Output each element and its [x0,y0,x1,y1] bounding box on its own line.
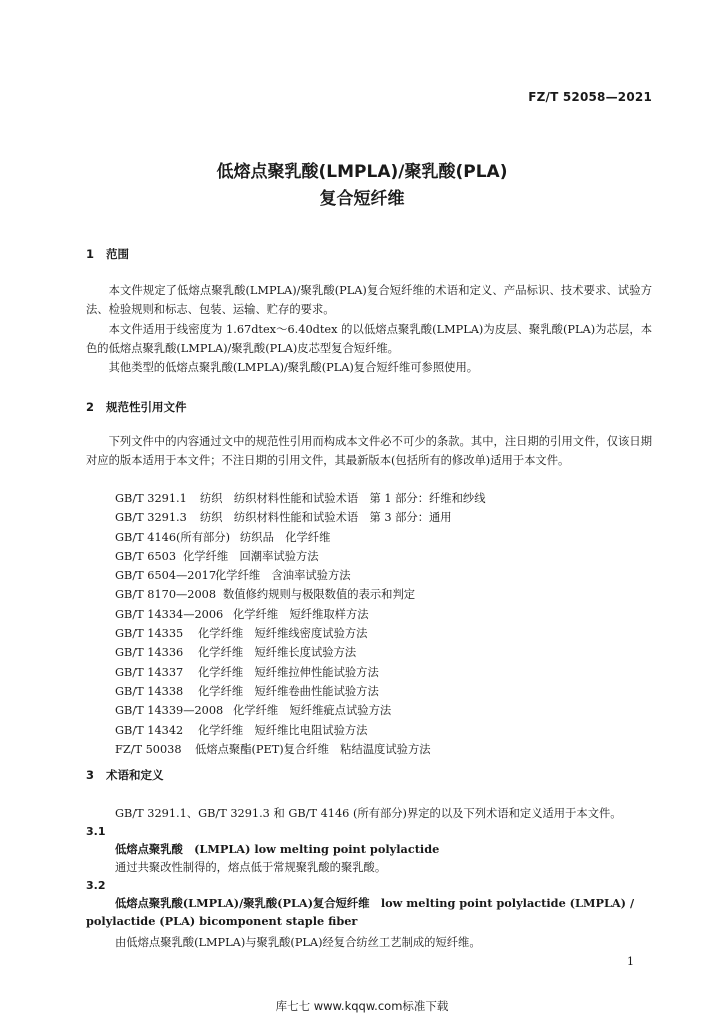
reference-item [115,566,486,585]
reference-code: GB/T 14342 [115,723,184,737]
reference-title: 低熔点聚酯(PET)复合纤维 粘结温度试验方法 [195,742,431,756]
section-2-heading [86,399,187,415]
reference-title: 数值修约规则与极限数值的表示和判定 [223,588,416,602]
term-name: 低熔点聚乳酸 (LMPLA) low melting point polylactide [115,842,440,856]
section-number: 2 [86,400,95,414]
reference-item [115,721,486,740]
reference-title: 化学纤维 含油率试验方法 [215,569,351,583]
references-intro: 下列文件中的内容通过文中的规范性引用而构成本文件必不可少的条款。其中，注日期的引用文件，仅该日期对应的版本适用于本文件；不注日期的引用文件，其最新版本(包括所有的修改单)适用于本文件。 [86,435,652,468]
term-number: 3.2 [86,879,106,892]
reference-item [115,643,486,662]
reference-code: GB/T 14339—2008 [115,704,224,718]
document-title-line2: 复合短纤维 [319,189,405,209]
reference-code: GB/T 14334—2006 [115,607,224,621]
reference-item [115,547,486,566]
reference-list [115,489,486,759]
reference-item [115,682,486,701]
reference-item [115,701,486,720]
reference-code: GB/T 8170—2008 [115,588,217,602]
term-name-continued: polylactide (PLA) bicomponent staple fiber [86,914,358,928]
scope-paragraph-1: 本文件规定了低熔点聚乳酸(LMPLA)/聚乳酸(PLA)复合短纤维的术语和定义、产品标识、技术要求、试验方法、检验规则和标志、包装、运输、贮存的要求。 [86,284,652,317]
section-title: 规范性引用文件 [106,400,187,414]
page-number: 1 [627,955,634,968]
reference-item [115,624,486,643]
reference-item [115,663,486,682]
term-definition: 由低熔点聚乳酸(LMPLA)与聚乳酸(PLA)经复合纺丝工艺制成的短纤维。 [115,936,481,949]
terms-intro: GB/T 3291.1、GB/T 3291.3 和 GB/T 4146 (所有部分)界定的以及下列术语和定义适用于本文件。 [115,807,622,820]
term-name: 低熔点聚乳酸(LMPLA)/聚乳酸(PLA)复合短纤维 low melting point polylactide (LMPLA) / [115,896,635,910]
reference-title: 化学纤维 回潮率试验方法 [183,549,319,563]
section-title: 范围 [106,247,129,261]
reference-code: GB/T 14336 [115,646,184,660]
reference-title: 纺织 纺织材料性能和试验术语 第 3 部分：通用 [200,511,452,525]
reference-code: GB/T 6503 [115,549,177,563]
section-1-heading [86,246,129,262]
reference-title: 纺织 纺织材料性能和试验术语 第 1 部分：纤维和纱线 [200,492,486,505]
scope-paragraph-2: 本文件适用于线密度为 1.67dtex～6.40dtex 的以低熔点聚乳酸(LMPLA)为皮层、聚乳酸(PLA)为芯层，本色的低熔点聚乳酸(LMPLA)/聚乳酸(PLA)皮芯型复合短纤维。 [86,323,652,356]
reference-title: 化学纤维 短纤维长度试验方法 [198,646,357,660]
reference-title: 化学纤维 短纤维拉伸性能试验方法 [198,665,379,679]
term-number: 3.1 [86,825,106,838]
reference-title: 化学纤维 短纤维取样方法 [233,607,369,621]
reference-item [115,528,486,547]
reference-title: 化学纤维 短纤维比电阻试验方法 [198,723,368,737]
section-number: 3 [86,768,95,782]
reference-title: 化学纤维 短纤维疵点试验方法 [233,704,392,718]
reference-item [115,508,486,527]
reference-code: GB/T 4146(所有部分) [115,530,231,544]
reference-code: GB/T 14335 [115,627,184,641]
standard-code: FZ/T 52058—2021 [528,90,652,104]
reference-item [115,740,486,759]
term-definition: 通过共聚改性制得的，熔点低于常规聚乳酸的聚乳酸。 [115,861,387,874]
reference-code: GB/T 14338 [115,684,184,698]
section-3-heading [86,767,164,783]
footer-watermark: 库七七 www.kqqw.com标准下载 [275,999,449,1013]
reference-title: 化学纤维 短纤维卷曲性能试验方法 [198,684,379,698]
section-number: 1 [86,247,95,261]
reference-title: 化学纤维 短纤维线密度试验方法 [198,627,368,641]
reference-code: GB/T 6504—2017 [115,569,217,583]
reference-item [115,489,486,508]
document-title-line1: 低熔点聚乳酸(LMPLA)/聚乳酸(PLA) [216,162,508,182]
reference-code: GB/T 3291.1 [115,492,187,505]
reference-title: 纺织品 化学纤维 [240,530,331,544]
scope-paragraph-3: 其他类型的低熔点聚乳酸(LMPLA)/聚乳酸(PLA)复合短纤维可参照使用。 [108,361,479,374]
reference-code: GB/T 3291.3 [115,511,187,525]
reference-item [115,585,486,604]
section-title: 术语和定义 [106,768,164,782]
reference-code: GB/T 14337 [115,665,184,679]
reference-item [115,605,486,624]
reference-code: FZ/T 50038 [115,742,182,756]
